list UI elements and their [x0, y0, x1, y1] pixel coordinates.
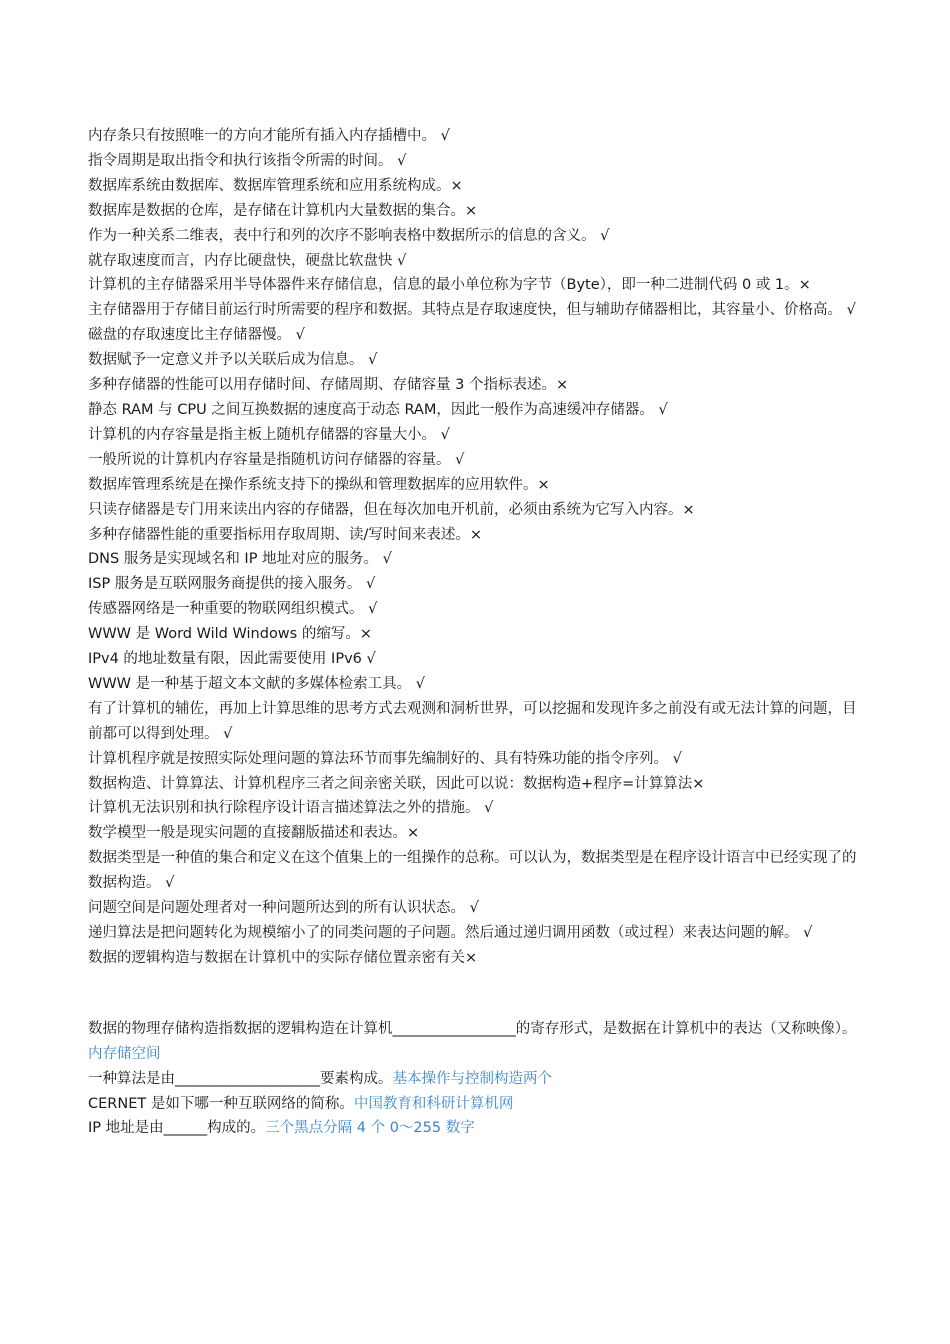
statement-line: 静态 RAM 与 CPU 之间互换数据的速度高于动态 RAM，因此一般作为高速缓冲存储器。 √ — [88, 401, 668, 418]
fill-blank-item — [88, 1067, 866, 1092]
statement-line: 指令周期是取出指令和执行该指令所需的时间。 √ — [88, 152, 407, 169]
fill-blank-question: CERNET 是如下哪一种互联网络的简称。 — [88, 1095, 354, 1112]
statement-line: 只读存储器是专门用来读出内容的存储器，但在每次加电开机前，必须由系统为它写入内容。× — [88, 501, 695, 518]
statement-line: 计算机的主存储器采用半导体器件来存储信息，信息的最小单位称为字节（Byte），即一种二进制代码 0 或 1。× — [88, 277, 811, 294]
statement-line: 数据构造、计算算法、计算机程序三者之间亲密关联，因此可以说：数据构造+程序=计算算法× — [88, 775, 705, 792]
statement-line: 计算机的内存容量是指主板上随机存储器的容量大小。 √ — [88, 426, 450, 443]
statement-line: 数据赋予一定意义并予以关联后成为信息。 √ — [88, 352, 378, 369]
section-spacer — [88, 971, 866, 1017]
statement-line: 数据库管理系统是在操作系统支持下的操纵和管理数据库的应用软件。× — [88, 476, 550, 493]
statement-line: 多种存储器性能的重要指标用存取周期、读/写时间来表述。× — [88, 526, 483, 543]
fill-blank-answer: 基本操作与控制构造两个 — [392, 1070, 552, 1087]
statement-line: 数据的逻辑构造与数据在计算机中的实际存储位置亲密有关× — [88, 949, 478, 966]
statement-line: WWW 是 Word Wild Windows 的缩写。× — [88, 626, 372, 643]
statement-line: 一般所说的计算机内存容量是指随机访问存储器的容量。 √ — [88, 451, 465, 468]
document-page — [88, 124, 866, 1141]
statement-line: 作为一种关系二维表，表中行和列的次序不影响表格中数据所示的信息的含义。 √ — [88, 227, 610, 244]
fill-blank-item — [88, 1017, 866, 1067]
statement-line: ISP 服务是互联网服务商提供的接入服务。 √ — [88, 576, 376, 593]
statement-line: 传感器网络是一种重要的物联网组织模式。 √ — [88, 601, 378, 618]
statement-line: 数据类型是一种值的集合和定义在这个值集上的一组操作的总称。可以认为，数据类型是在程序设计语言中已经实现了的数据构造。 √ — [88, 850, 857, 892]
fill-blank-answer: 三个黑点分隔 4 个 0～255 数字 — [265, 1120, 475, 1137]
statement-line: 磁盘的存取速度比主存储器慢。 √ — [88, 327, 305, 344]
statement-line: 数据库是数据的仓库，是存储在计算机内大量数据的集合。× — [88, 202, 478, 219]
statement-line: 数据库系统由数据库、数据库管理系统和应用系统构成。× — [88, 177, 463, 194]
statement-line: DNS 服务是实现域名和 IP 地址对应的服务。 √ — [88, 551, 392, 568]
fill-blank-section — [88, 1017, 866, 1142]
true-false-section — [88, 124, 866, 971]
statement-line: 有了计算机的辅佐，再加上计算思维的思考方式去观测和洞析世界，可以挖掘和发现许多之前没有或无法计算的问题，目前都可以得到处理。 √ — [88, 700, 857, 742]
statement-line: 就存取速度而言，内存比硬盘快，硬盘比软盘快 √ — [88, 252, 407, 269]
statement-line: 问题空间是问题处理者对一种问题所达到的所有认识状态。 √ — [88, 900, 479, 917]
statement-line: 计算机程序就是按照实际处理问题的算法环节而事先编制好的、具有特殊功能的指令序列。 √ — [88, 750, 682, 767]
statement-line: WWW 是一种基于超文本文献的多媒体检索工具。 √ — [88, 675, 425, 692]
statement-line: 主存储器用于存储目前运行时所需要的程序和数据。其特点是存取速度快，但与辅助存储器相比，其容量小、价格高。 √ — [88, 302, 856, 319]
fill-blank-answer: 中国教育和科研计算机网 — [353, 1095, 514, 1112]
fill-blank-item — [88, 1116, 866, 1141]
statement-line: 内存条只有按照唯一的方向才能所有插入内存插槽中。 √ — [88, 128, 450, 144]
fill-blank-question: 一种算法是由____________________要素构成。 — [88, 1070, 393, 1087]
statement-line: 计算机无法识别和执行除程序设计语言描述算法之外的措施。 √ — [88, 800, 494, 817]
statement-line: 数学模型一般是现实问题的直接翻版描述和表达。× — [88, 825, 420, 842]
fill-blank-question: IP 地址是由______构成的。 — [88, 1120, 266, 1137]
statement-line: IPv4 的地址数量有限，因此需要使用 IPv6 √ — [88, 651, 376, 668]
fill-blank-question: 数据的物理存储构造指数据的逻辑构造在计算机_________________的寄存形式，是数据在计算机中的表达（又称映像）。 — [88, 1020, 857, 1037]
statement-line: 多种存储器的性能可以用存储时间、存储周期、存储容量 3 个指标表述。× — [88, 377, 569, 394]
statement-line: 递归算法是把问题转化为规模缩小了的同类问题的子问题。然后通过递归调用函数（或过程）来表达问题的解。 √ — [88, 925, 813, 941]
fill-blank-item — [88, 1092, 866, 1117]
fill-blank-answer: 内存储空间 — [88, 1045, 161, 1062]
